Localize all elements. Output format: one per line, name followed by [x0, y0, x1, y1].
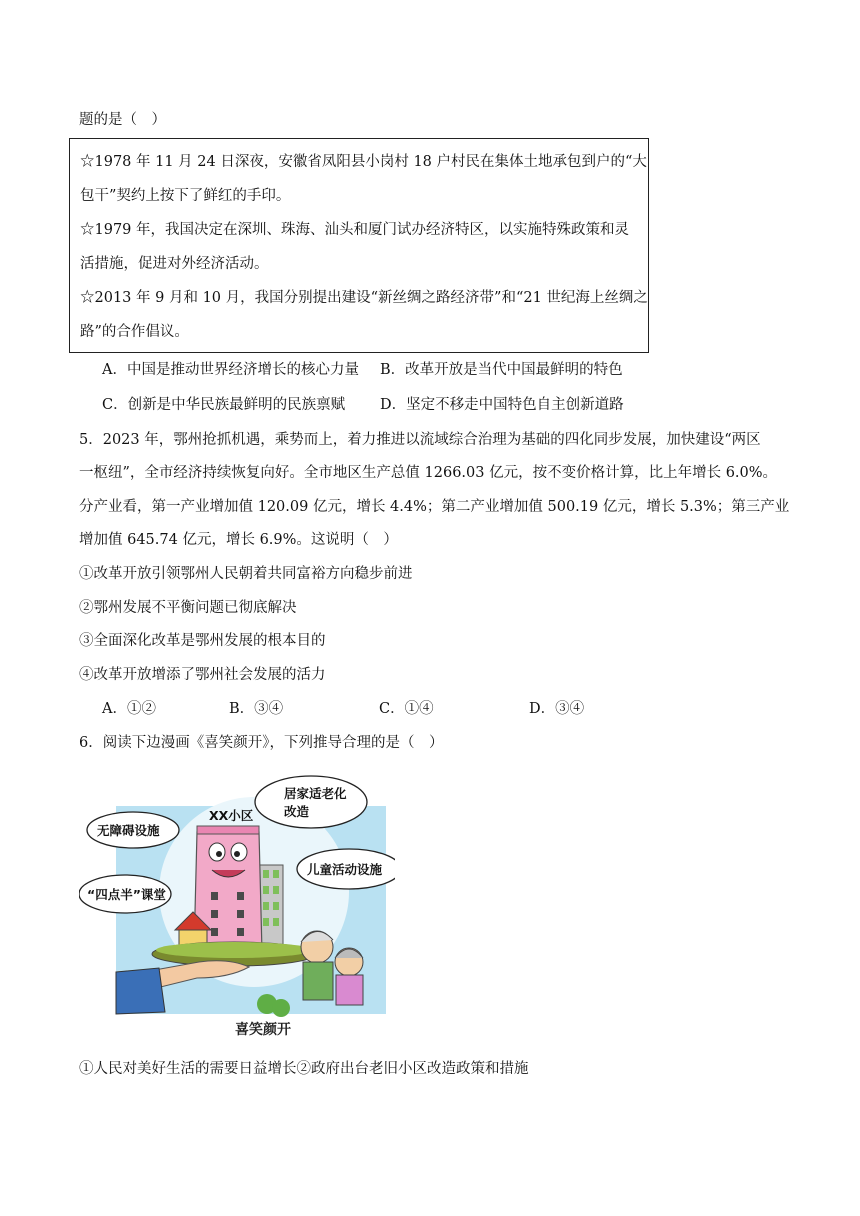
q5-statement: ①改革开放引领鄂州人民朝着共同富裕方向稳步前进: [79, 566, 413, 582]
q5-statement: ②鄂州发展不平衡问题已彻底解决: [79, 600, 297, 616]
svg-text:居家适老化: 居家适老化: [284, 786, 347, 801]
q4-option-a[interactable]: A．中国是推动世界经济增长的核心力量: [102, 362, 359, 378]
question-5-stem: 增加值 645.74 亿元，增长 6.9%。这说明（ ）: [79, 532, 398, 548]
svg-text:改造: 改造: [284, 804, 310, 819]
question-5-stem: 分产业看，第一产业增加值 120.09 亿元，增长 4.4%；第二产业增加值 500.19 亿元，增长 5.3%；第三产业: [79, 499, 790, 515]
q5-statement: ③全面深化改革是鄂州发展的根本目的: [79, 633, 326, 649]
side-tower: [259, 865, 283, 950]
q6-statement-line: ①人民对美好生活的需要日益增长②政府出台老旧小区改造政策和措施: [79, 1061, 529, 1077]
svg-text:无障碍设施: 无障碍设施: [97, 823, 160, 838]
bubble-elderly-renovation: [255, 776, 367, 828]
q5-option-a[interactable]: A．①②: [102, 701, 156, 717]
q4-option-c[interactable]: C．创新是中华民族最鲜明的民族禀赋: [102, 397, 346, 413]
q5-option-c[interactable]: C．①④: [379, 701, 434, 717]
material-line: 包干”契约上按下了鲜红的手印。: [80, 188, 291, 204]
q4-option-d[interactable]: D．坚定不移走中国特色自主创新道路: [380, 397, 624, 413]
material-line: 活措施，促进对外经济活动。: [80, 256, 269, 272]
comic-illustration: [79, 772, 395, 1040]
question-5-stem: 5．2023 年，鄂州抢抓机遇，乘势而上，着力推进以流域综合治理为基础的四化同步发展，加快建设“两区: [79, 432, 761, 448]
material-line: ☆1979 年，我国决定在深圳、珠海、汕头和厦门试办经济特区，以实施特殊政策和灵: [80, 222, 630, 238]
material-line: 路”的合作倡议。: [80, 324, 189, 340]
comic-caption: 喜笑颜开: [235, 1022, 291, 1038]
q5-option-d[interactable]: D．③④: [529, 701, 585, 717]
svg-text:“四点半”课堂: “四点半”课堂: [87, 887, 166, 902]
material-line: ☆2013 年 9 月和 10 月，我国分别提出建设“新丝绸之路经济带”和“21 世纪海上丝绸之: [80, 290, 648, 306]
q4-option-b[interactable]: B．改革开放是当代中国最鲜明的特色: [380, 362, 623, 378]
question-5-stem: 一枢纽”，全市经济持续恢复向好。全市地区生产总值 1266.03 亿元，按不变价格计算，比上年增长 6.0%。: [79, 465, 778, 481]
q5-statement: ④改革开放增添了鄂州社会发展的活力: [79, 667, 326, 683]
building-label: XX小区: [209, 808, 254, 823]
question-6-stem: 6．阅读下边漫画《喜笑颜开》，下列推导合理的是（ ）: [79, 735, 444, 751]
q5-option-b[interactable]: B．③④: [229, 701, 284, 717]
svg-text:儿童活动设施: 儿童活动设施: [307, 862, 383, 877]
material-line: ☆1978 年 11 月 24 日深夜，安徽省凤阳县小岗村 18 户村民在集体土地承包到户的“大: [80, 154, 647, 170]
material-box: [69, 138, 649, 353]
question-4-stem-tail: 题的是（ ）: [79, 112, 166, 128]
